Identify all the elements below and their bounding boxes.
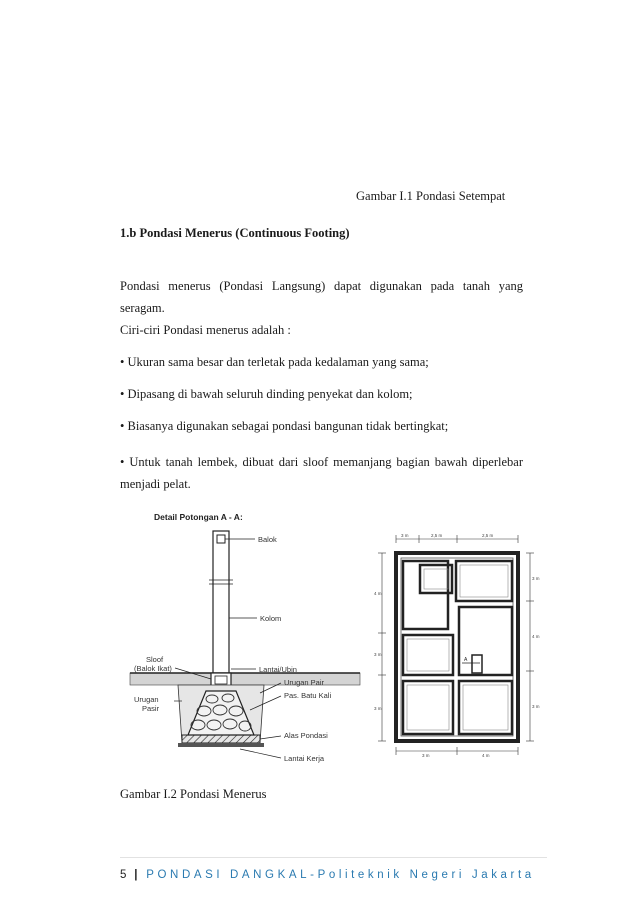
label-pas-batu-kali: Pas. Batu Kali — [284, 691, 332, 700]
plan-dim-right-2: 4 m — [532, 634, 540, 639]
intro-paragraph — [120, 275, 523, 319]
detail-title: Detail Potongan A - A: — [154, 512, 243, 522]
label-lantai: Lantai/Ubin — [259, 665, 297, 674]
bullet-item — [120, 451, 523, 495]
plan-dim-top-1: 3 m — [401, 533, 409, 538]
bullet-item-line-1: • Untuk tanah lembek, dibuat dari sloof memanjang bagian bawah diperlebar — [120, 455, 523, 469]
footer-separator: | — [134, 869, 140, 881]
label-lantai-kerja: Lantai Kerja — [284, 754, 325, 763]
intro-paragraph-line-2: seragam. — [120, 301, 165, 315]
bullet-item: • Dipasang di bawah seluruh dinding penyekat dan kolom; — [120, 387, 413, 401]
figure-1-caption: Gambar I.1 Pondasi Setempat — [356, 189, 506, 203]
page-number: 5 — [120, 869, 128, 881]
label-urugan-pasir-1: Urugan — [134, 695, 159, 704]
plan-dim-left-1: 4 m — [374, 591, 382, 596]
page-footer — [120, 869, 535, 881]
plan-dim-top-2: 2,5 m — [431, 533, 443, 538]
label-urugan-pair: Urugan Pair — [284, 678, 325, 687]
plan-dim-right-1: 3 m — [532, 576, 540, 581]
footer-text: PONDASI DANGKAL-Politeknik Negeri Jakarta — [146, 869, 535, 881]
bullet-item: • Biasanya digunakan sebagai pondasi bangunan tidak bertingkat; — [120, 419, 449, 433]
figure-2-caption: Gambar I.2 Pondasi Menerus — [120, 787, 267, 801]
bullet-item: • Ukuran sama besar dan terletak pada kedalaman yang sama; — [120, 355, 429, 369]
label-sloof: Sloof — [146, 655, 164, 664]
floor-plan — [374, 533, 540, 758]
footer-divider — [120, 857, 547, 858]
label-balok: Balok — [258, 535, 277, 544]
plan-dim-top-3: 2,5 m — [482, 533, 494, 538]
intro-paragraph-line-1: Pondasi menerus (Pondasi Langsung) dapat digunakan pada tanah yang — [120, 279, 523, 293]
figure-2-drawing — [120, 505, 540, 770]
label-kolom: Kolom — [260, 614, 282, 623]
label-urugan-pasir-2: Pasir — [142, 704, 160, 713]
label-balok-ikat: (Balok Ikat) — [134, 664, 172, 673]
plan-section-mark: A — [464, 657, 468, 663]
plan-dim-left-3: 3 m — [374, 706, 382, 711]
plan-dim-left-2: 3 m — [374, 652, 382, 657]
features-intro: Ciri-ciri Pondasi menerus adalah : — [120, 323, 291, 337]
plan-dim-bottom-2: 4 m — [482, 753, 490, 758]
section-detail — [130, 512, 360, 763]
plan-dim-bottom-1: 3 m — [422, 753, 430, 758]
bullet-item-line-2: menjadi pelat. — [120, 477, 191, 491]
plan-dim-right-3: 3 m — [532, 704, 540, 709]
label-alas-pondasi: Alas Pondasi — [284, 731, 328, 740]
section-heading: 1.b Pondasi Menerus (Continuous Footing) — [120, 226, 350, 240]
